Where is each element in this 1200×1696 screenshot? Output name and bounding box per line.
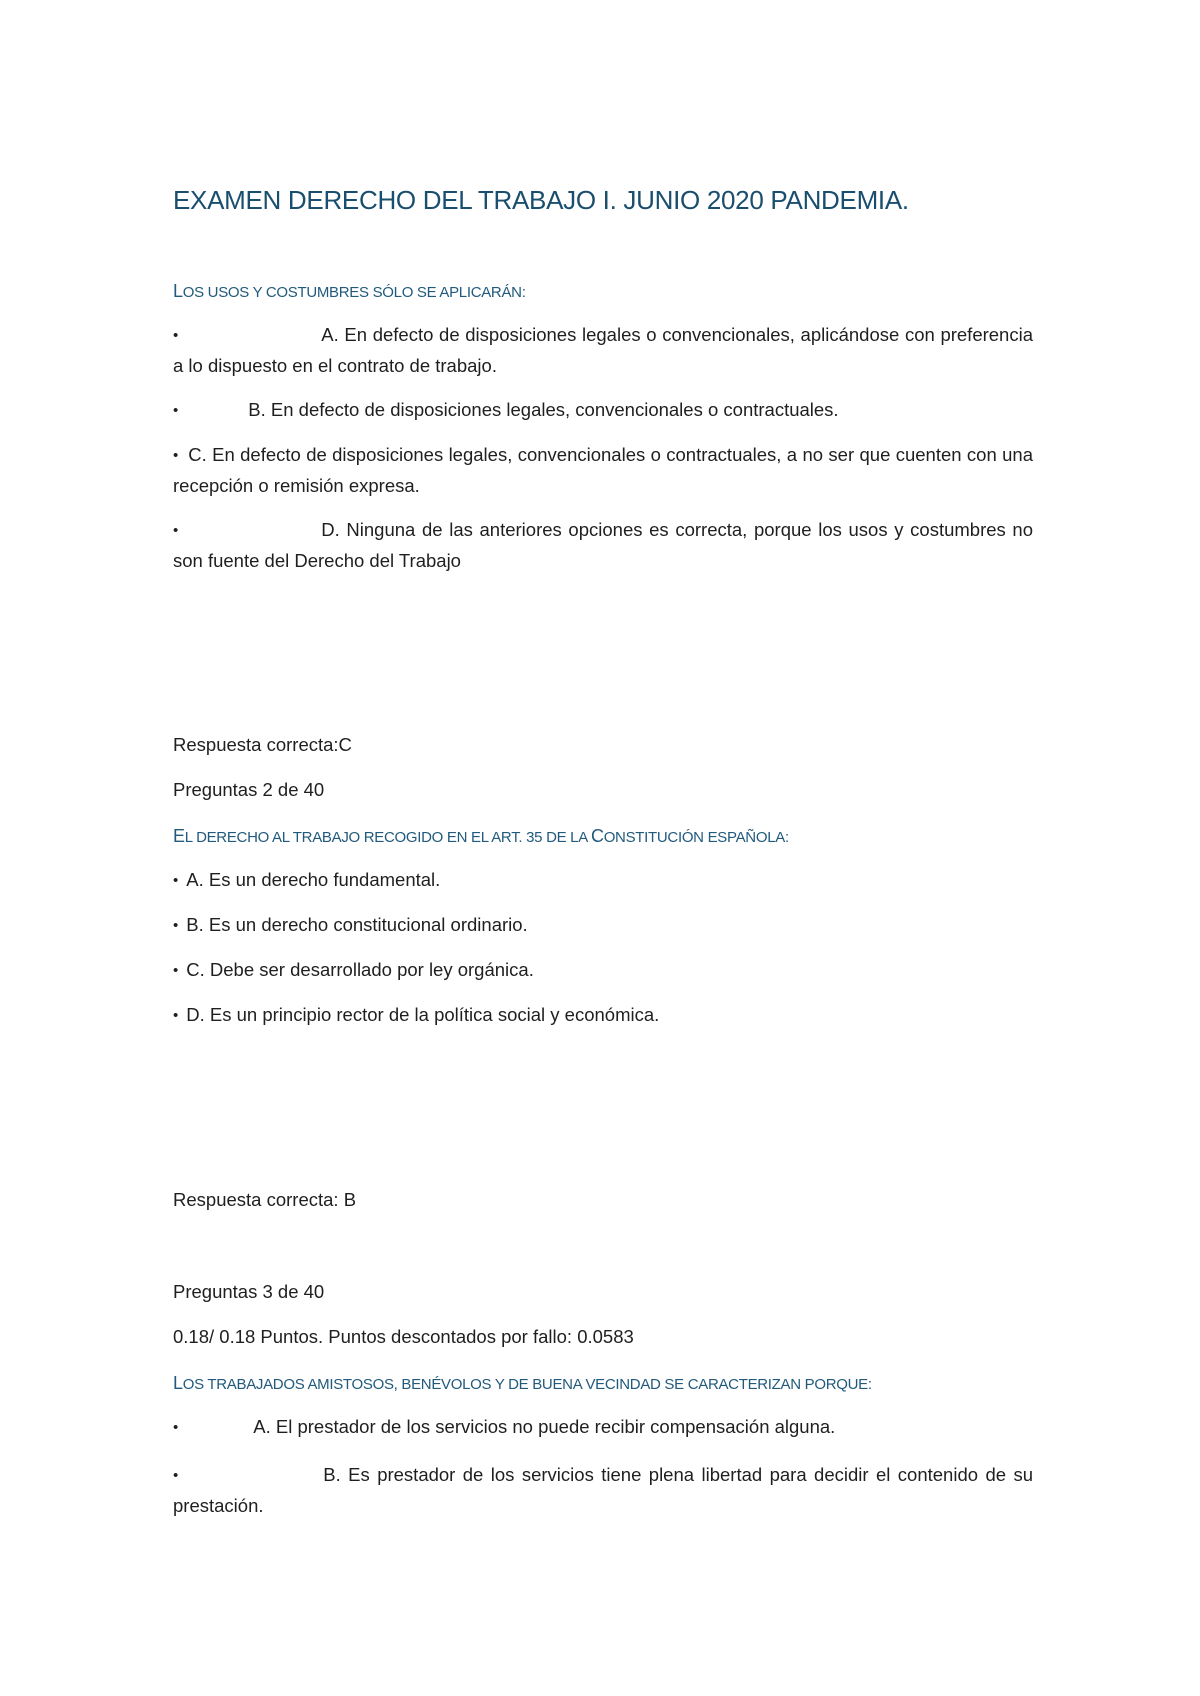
question-3-option-b	[173, 1460, 1033, 1521]
bullet-icon: •	[173, 1007, 179, 1024]
bullet-icon: •	[173, 327, 179, 344]
option-text: A. Es un derecho fundamental.	[186, 869, 441, 890]
option-text: C. En defecto de disposiciones legales, convencionales o contractuales, a no ser que cuenten con una recepción o remisión expresa.	[173, 444, 1033, 496]
question-3-heading	[173, 1373, 1033, 1394]
option-text: B. Es un derecho constitucional ordinario.	[186, 914, 528, 935]
question-2-text-part1: L DERECHO AL TRABAJO RECOGIDO EN EL ART. 35 DE LA	[184, 829, 591, 846]
question-2-lead-letter: E	[173, 826, 185, 846]
option-text: A. En defecto de disposiciones legales o convencionales, aplicándose con preferencia a lo dispuesto en el contrato de trabajo.	[173, 324, 1033, 376]
option-text: C. Debe ser desarrollado por ley orgánica.	[186, 959, 534, 980]
option-text: D. Ninguna de las anteriores opciones es correcta, porque los usos y costumbres no son fuente del Derecho del Trabajo	[173, 519, 1033, 571]
question-1-heading	[173, 281, 1033, 302]
question-1-option-b	[173, 395, 1033, 426]
question-2-heading	[173, 826, 1033, 847]
bullet-icon: •	[173, 1467, 179, 1484]
question-2-answer: Respuesta correcta: B	[173, 1189, 357, 1210]
bullet-icon: •	[173, 1419, 179, 1436]
question-2-option-b	[173, 910, 1033, 941]
question-1-option-c	[173, 440, 1033, 501]
question-3-text: OS TRABAJADOS AMISTOSOS, BENÉVOLOS Y DE BUENA VECINDAD SE CARACTERIZAN PORQUE:	[182, 1376, 872, 1393]
bullet-icon: •	[173, 447, 179, 464]
question-3-counter: Preguntas 3 de 40	[173, 1281, 325, 1302]
question-2-counter: Preguntas 2 de 40	[173, 779, 325, 800]
option-text: A. El prestador de los servicios no puede recibir compensación alguna.	[253, 1416, 836, 1437]
bullet-icon: •	[173, 962, 179, 979]
question-1-option-a	[173, 320, 1033, 381]
bullet-icon: •	[173, 402, 179, 419]
bullet-icon: •	[173, 522, 179, 539]
question-1-lead-letter: L	[173, 281, 183, 301]
question-2-option-a	[173, 865, 1033, 896]
option-text: D. Es un principio rector de la política social y económica.	[186, 1004, 660, 1025]
question-2-lead-letter-2: C	[590, 826, 604, 846]
option-text: B. Es prestador de los servicios tiene plena libertad para decidir el contenido de su prestación.	[173, 1464, 1033, 1516]
option-text: B. En defecto de disposiciones legales, convencionales o contractuales.	[248, 399, 839, 420]
question-3-points: 0.18/ 0.18 Puntos. Puntos descontados por fallo: 0.0583	[173, 1326, 634, 1347]
question-1-text: OS USOS Y COSTUMBRES SÓLO SE APLICARÁN:	[182, 284, 526, 301]
question-1-option-d	[173, 515, 1033, 576]
document-title: EXAMEN DERECHO DEL TRABAJO I. JUNIO 2020 PANDEMIA.	[173, 185, 909, 215]
question-2-text-part2: ONSTITUCIÓN ESPAÑOLA:	[603, 829, 789, 846]
question-3-option-a	[173, 1412, 1033, 1443]
bullet-icon: •	[173, 872, 179, 889]
question-3-lead-letter: L	[173, 1373, 183, 1393]
bullet-icon: •	[173, 917, 179, 934]
question-2-option-c	[173, 955, 1033, 986]
question-2-option-d	[173, 1000, 1033, 1031]
question-1-answer: Respuesta correcta:C	[173, 734, 352, 755]
